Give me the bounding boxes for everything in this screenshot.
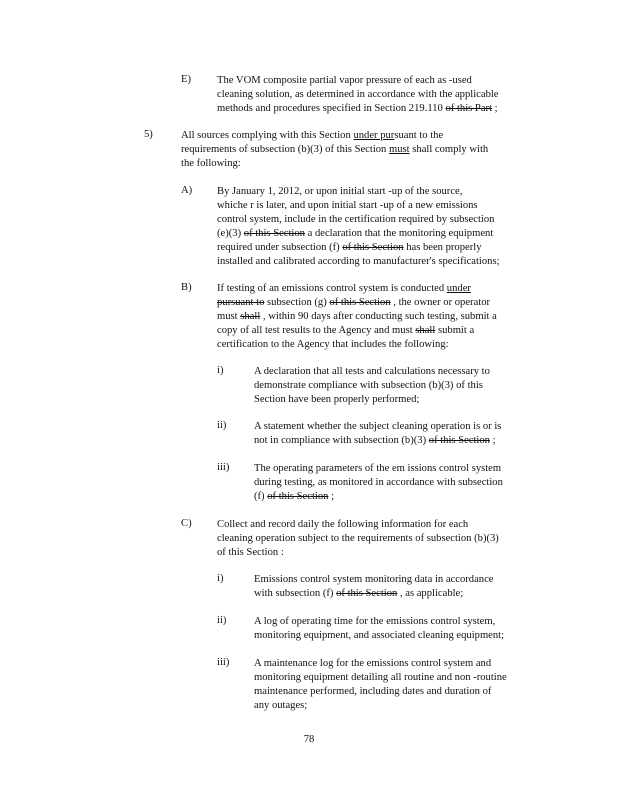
text-line bbox=[217, 255, 537, 269]
text-line bbox=[254, 420, 544, 434]
item-text bbox=[217, 185, 537, 268]
text-run: copy of all test results to the Agency and must bbox=[217, 324, 416, 336]
text-run: Section have been properly performed; bbox=[254, 393, 420, 405]
text-run: shall comply with bbox=[409, 143, 489, 155]
item-text bbox=[217, 282, 537, 352]
text-line bbox=[217, 227, 537, 241]
text-line bbox=[181, 129, 541, 143]
inserted-text: must bbox=[389, 143, 410, 155]
text-line bbox=[217, 241, 537, 255]
text-run: A maintenance log for the emissions control system and bbox=[254, 658, 492, 669]
text-line bbox=[217, 88, 547, 102]
struck-text: pursuant to bbox=[217, 296, 265, 308]
text-run: A declaration that all tests and calculations necessary to bbox=[254, 366, 490, 377]
text-line bbox=[217, 74, 547, 88]
text-line bbox=[217, 185, 537, 199]
text-run: maintenance performed, including dates and duration of bbox=[254, 685, 492, 697]
text-line bbox=[254, 462, 544, 476]
text-run: has been properly bbox=[403, 241, 482, 253]
text-run: subsection (g) bbox=[264, 296, 330, 308]
inserted-text: under pur bbox=[353, 130, 395, 141]
text-run: certification to the Agency that includes the following: bbox=[217, 338, 449, 350]
text-run: The operating parameters of the em issions control system bbox=[254, 463, 502, 474]
item-label: ii) bbox=[217, 615, 227, 626]
text-line bbox=[217, 310, 537, 324]
text-line bbox=[254, 671, 544, 685]
text-run: All sources complying with this Section bbox=[181, 130, 354, 141]
text-line bbox=[217, 213, 537, 227]
text-line bbox=[254, 434, 544, 448]
text-run: monitoring equipment detailing all routine and non -routine bbox=[254, 671, 507, 683]
text-run: , the owner or operator bbox=[390, 296, 491, 308]
text-run: with subsection (f) bbox=[254, 587, 337, 599]
item-text bbox=[254, 365, 544, 407]
text-run: Collect and record daily the following information for each bbox=[217, 519, 469, 530]
item-text bbox=[254, 573, 544, 601]
text-line bbox=[217, 518, 537, 532]
text-line bbox=[254, 379, 544, 393]
item-text bbox=[254, 462, 544, 504]
text-line bbox=[254, 615, 544, 629]
text-line bbox=[254, 393, 544, 407]
item-label: i) bbox=[217, 573, 224, 584]
struck-text: shall bbox=[240, 310, 261, 322]
item-label: ii) bbox=[217, 420, 227, 431]
item-label: B) bbox=[181, 282, 192, 293]
item-text bbox=[254, 615, 544, 643]
text-run: ; bbox=[328, 490, 335, 502]
text-run: must bbox=[217, 310, 241, 322]
text-run: The VOM composite partial vapor pressure of each as -used bbox=[217, 75, 472, 86]
text-run: (f) bbox=[254, 490, 268, 502]
text-line bbox=[217, 532, 537, 546]
text-line bbox=[181, 143, 541, 157]
text-run: (e)(3) bbox=[217, 227, 244, 239]
struck-text: of this Section bbox=[267, 490, 329, 502]
item-text bbox=[181, 129, 541, 171]
inserted-text: under bbox=[446, 283, 471, 294]
struck-text: of this Section bbox=[336, 587, 398, 599]
text-run: a declaration that the monitoring equipment bbox=[304, 227, 494, 239]
text-run: By January 1, 2012, or upon initial start -up of the source, bbox=[217, 186, 463, 197]
text-run: any outages; bbox=[254, 699, 308, 711]
text-run: A log of operating time for the emissions control system, bbox=[254, 616, 496, 627]
text-run: demonstrate compliance with subsection (b)(3) of this bbox=[254, 379, 483, 391]
item-label: 5) bbox=[144, 129, 153, 140]
struck-text: of this Section bbox=[428, 434, 490, 446]
text-line bbox=[217, 282, 537, 296]
text-run: of this Section : bbox=[217, 546, 284, 558]
text-run: , within 90 days after conducting such testing, submit a bbox=[260, 310, 497, 322]
text-run: not in compliance with subsection (b)(3) bbox=[254, 434, 429, 446]
text-run: methods and procedures specified in Section 219.110 bbox=[217, 102, 446, 114]
text-line bbox=[254, 365, 544, 379]
item-text bbox=[217, 74, 547, 116]
item-label: iii) bbox=[217, 657, 230, 668]
item-label: C) bbox=[181, 518, 192, 529]
text-line bbox=[217, 338, 537, 352]
text-run: the following: bbox=[181, 157, 241, 169]
text-run: requirements of subsection (b)(3) of this Section bbox=[181, 143, 390, 155]
text-run: If testing of an emissions control system is conducted bbox=[217, 283, 447, 294]
text-run: Emissions control system monitoring data in accordance bbox=[254, 574, 494, 585]
text-line bbox=[217, 324, 537, 338]
text-line bbox=[254, 490, 544, 504]
text-run: control system, include in the certification required by subsection bbox=[217, 213, 495, 225]
text-run: A statement whether the subject cleaning operation is or is bbox=[254, 421, 502, 432]
text-run: installed and calibrated according to manufacturer's specifications; bbox=[217, 255, 500, 267]
text-run: suant to the bbox=[394, 130, 444, 141]
text-run: cleaning operation subject to the requirements of subsection (b)(3) bbox=[217, 532, 499, 544]
text-run: ; bbox=[489, 434, 496, 446]
text-run: whiche r is later, and upon initial start -up of a new emissions bbox=[217, 199, 478, 211]
item-text bbox=[254, 420, 544, 448]
text-line bbox=[217, 296, 537, 310]
text-line bbox=[217, 546, 537, 560]
text-run: , as applicable; bbox=[397, 587, 464, 599]
struck-text: shall bbox=[415, 324, 436, 336]
item-label: i) bbox=[217, 365, 224, 376]
struck-text: of this Section bbox=[329, 296, 391, 308]
text-line bbox=[254, 587, 544, 601]
text-run: required under subsection (f) bbox=[217, 241, 343, 253]
item-label: E) bbox=[181, 74, 191, 85]
item-label: A) bbox=[181, 185, 193, 196]
text-run: ; bbox=[492, 102, 498, 114]
text-run: monitoring equipment, and associated cleaning equipment; bbox=[254, 629, 505, 641]
text-line bbox=[254, 657, 544, 671]
struck-text: of this Part bbox=[445, 102, 492, 114]
text-run: during testing, as monitored in accordance with subsection bbox=[254, 476, 503, 488]
text-run: cleaning solution, as determined in accordance with the applicable bbox=[217, 88, 499, 100]
text-line bbox=[254, 476, 544, 490]
item-text bbox=[217, 518, 537, 560]
struck-text: of this Section bbox=[342, 241, 404, 253]
item-text bbox=[254, 657, 544, 713]
text-line bbox=[254, 685, 544, 699]
text-line bbox=[181, 157, 541, 171]
text-line bbox=[254, 573, 544, 587]
text-line bbox=[254, 629, 544, 643]
struck-text: of this Section bbox=[243, 227, 305, 239]
text-line bbox=[217, 199, 537, 213]
text-line bbox=[217, 102, 547, 116]
page-number: 78 bbox=[303, 734, 315, 745]
text-run: submit a bbox=[435, 324, 475, 336]
item-label: iii) bbox=[217, 462, 230, 473]
text-line bbox=[254, 699, 544, 713]
